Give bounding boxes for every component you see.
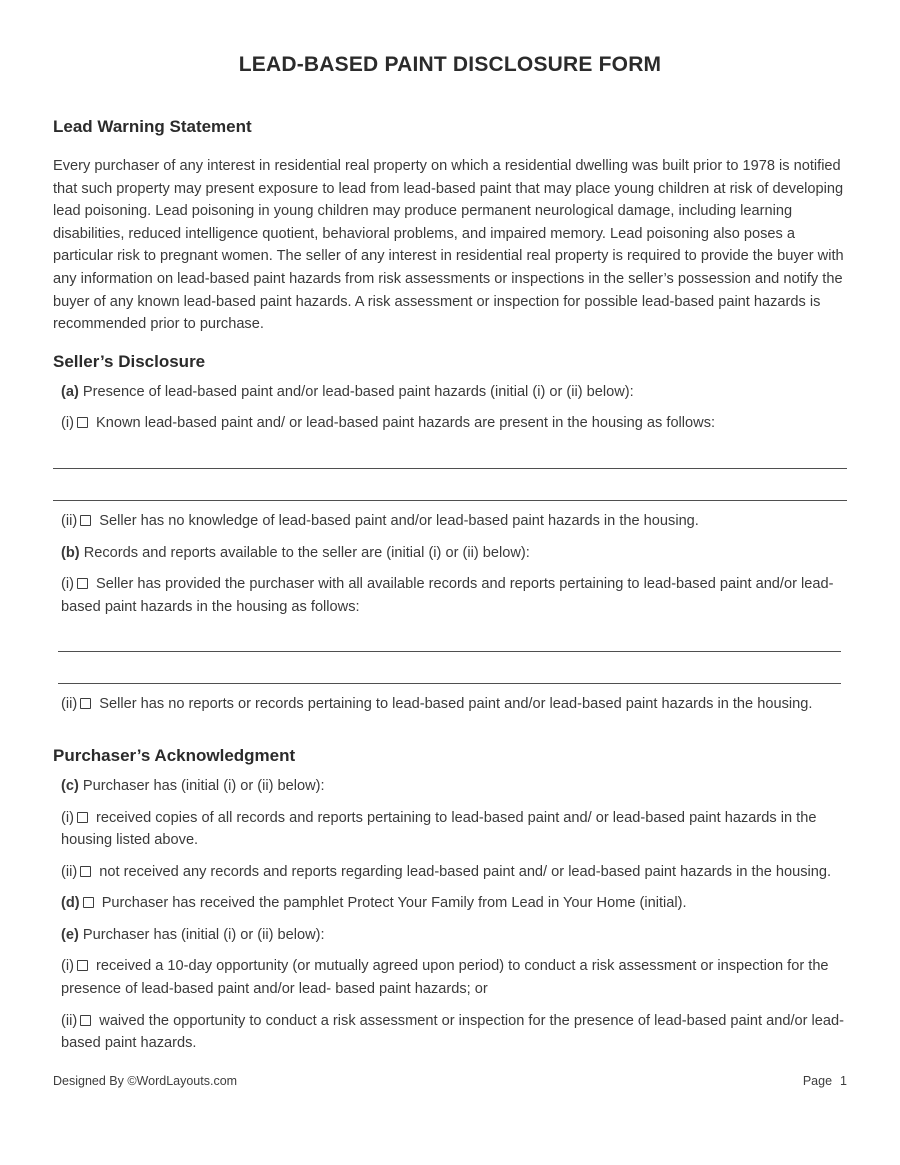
fill-in-line[interactable] bbox=[58, 683, 841, 684]
item-a-ii bbox=[61, 510, 847, 533]
checkbox-icon[interactable] bbox=[80, 515, 91, 526]
section-purchasers-acknowledgment bbox=[53, 745, 847, 1055]
item-a-ii-text: Seller has no knowledge of lead-based paint and/or lead-based paint hazards in the housing. bbox=[99, 512, 699, 529]
item-d-label: (d) bbox=[61, 895, 80, 912]
checkbox-icon[interactable] bbox=[77, 578, 88, 589]
item-e-label: (e) bbox=[61, 926, 79, 943]
item-c-ii-text: not received any records and reports regarding lead-based paint and/ or lead-based paint hazards in the housing. bbox=[99, 863, 832, 880]
item-b-ii bbox=[61, 693, 847, 716]
item-b bbox=[61, 542, 847, 565]
item-b-text: Records and reports available to the seller are (initial (i) or (ii) below): bbox=[83, 544, 530, 561]
item-b-ii-text: Seller has no reports or records pertaining to lead-based paint and/or lead-based paint hazards in the housing. bbox=[99, 696, 813, 713]
item-e-ii-label: (ii) bbox=[61, 1012, 78, 1029]
footer-credit: Designed By ©WordLayouts.com bbox=[53, 1073, 238, 1088]
checkbox-icon[interactable] bbox=[77, 812, 88, 823]
item-d-text: Purchaser has received the pamphlet Protect Your Family from Lead in Your Home (initial). bbox=[101, 895, 687, 912]
item-b-i-label: (i) bbox=[61, 576, 74, 593]
item-a bbox=[61, 381, 847, 404]
page-number-value: 1 bbox=[840, 1073, 847, 1088]
item-e-i bbox=[61, 955, 847, 1000]
page-footer bbox=[53, 1073, 847, 1089]
section-lead-warning bbox=[53, 116, 847, 336]
item-e-i-text: received a 10-day opportunity (or mutually agreed upon period) to conduct a risk assessment or inspection for the presence of lead-based paint and/or lead- based paint hazards; or bbox=[61, 958, 829, 998]
item-e-i-label: (i) bbox=[61, 958, 74, 975]
sellers-disclosure-heading: Seller’s Disclosure bbox=[53, 351, 206, 371]
lead-warning-heading: Lead Warning Statement bbox=[53, 117, 252, 136]
checkbox-icon[interactable] bbox=[80, 866, 91, 877]
item-e-text: Purchaser has (initial (i) or (ii) below): bbox=[82, 926, 325, 943]
item-c-i-label: (i) bbox=[61, 809, 74, 826]
page-label: Page bbox=[802, 1073, 833, 1088]
item-b-i bbox=[61, 573, 847, 618]
checkbox-icon[interactable] bbox=[80, 698, 91, 709]
document-title: LEAD-BASED PAINT DISCLOSURE FORM bbox=[238, 53, 662, 76]
item-c-i-text: received copies of all records and reports pertaining to lead-based paint and/ or lead-based paint hazards in the housing listed above. bbox=[61, 809, 817, 849]
lead-warning-paragraph: Every purchaser of any interest in residential real property on which a residential dwelling was built prior to 1978 is notified that such property may present exposure to lead from lead-based paint that may place young children at risk of developing lead poisoning. Lead poisoning in young children may produce permanent neurological damage, including learning disabilities, reduced intelligence quotient, behavioral problems, and impaired memory. Lead poisoning also poses a particular risk to pregnant women. The seller of any interest in residential real property is required to provide the buyer with any information on lead-based paint hazards from risk assessments or inspections in the seller’s possession and notify the buyer of any known lead-based paint hazards. A risk assessment or inspection for possible lead-based paint hazards is recommended prior to purchase. bbox=[53, 158, 844, 333]
section-sellers-disclosure bbox=[53, 351, 847, 716]
fill-in-line[interactable] bbox=[53, 500, 847, 501]
item-b-ii-label: (ii) bbox=[61, 696, 78, 713]
page-number bbox=[803, 1073, 847, 1089]
checkbox-icon[interactable] bbox=[77, 417, 88, 428]
item-a-i-text: Known lead-based paint and/ or lead-based paint hazards are present in the housing as follows: bbox=[96, 415, 716, 432]
checkbox-icon[interactable] bbox=[83, 897, 94, 908]
item-a-label: (a) bbox=[61, 383, 79, 400]
item-c-text: Purchaser has (initial (i) or (ii) below): bbox=[82, 777, 325, 794]
purchasers-acknowledgment-heading: Purchaser’s Acknowledgment bbox=[53, 745, 296, 765]
item-e-ii-text: waived the opportunity to conduct a risk assessment or inspection for the presence of lead-based paint and/or lead-based paint hazards. bbox=[61, 1012, 844, 1052]
fill-in-lines-a bbox=[53, 468, 847, 501]
item-e bbox=[61, 924, 847, 947]
item-a-i bbox=[61, 412, 847, 435]
item-d bbox=[61, 892, 847, 915]
item-a-text: Presence of lead-based paint and/or lead-based paint hazards (initial (i) or (ii) below): bbox=[82, 383, 634, 400]
item-a-ii-label: (ii) bbox=[61, 512, 78, 529]
fill-in-line[interactable] bbox=[58, 651, 841, 652]
item-b-i-text: Seller has provided the purchaser with all available records and reports pertaining to lead-based paint and/or lead-based paint hazards in the housing as follows: bbox=[61, 576, 834, 615]
item-c-i bbox=[61, 807, 847, 852]
item-a-i-label: (i) bbox=[61, 415, 74, 432]
item-c bbox=[61, 775, 847, 798]
item-c-ii-label: (ii) bbox=[61, 863, 78, 880]
checkbox-icon[interactable] bbox=[77, 960, 88, 971]
item-c-label: (c) bbox=[61, 777, 79, 794]
item-b-label: (b) bbox=[61, 544, 80, 561]
checkbox-icon[interactable] bbox=[80, 1015, 91, 1026]
fill-in-line[interactable] bbox=[53, 468, 847, 469]
item-e-ii bbox=[61, 1010, 847, 1055]
fill-in-lines-b bbox=[58, 651, 841, 684]
item-c-ii bbox=[61, 861, 847, 884]
